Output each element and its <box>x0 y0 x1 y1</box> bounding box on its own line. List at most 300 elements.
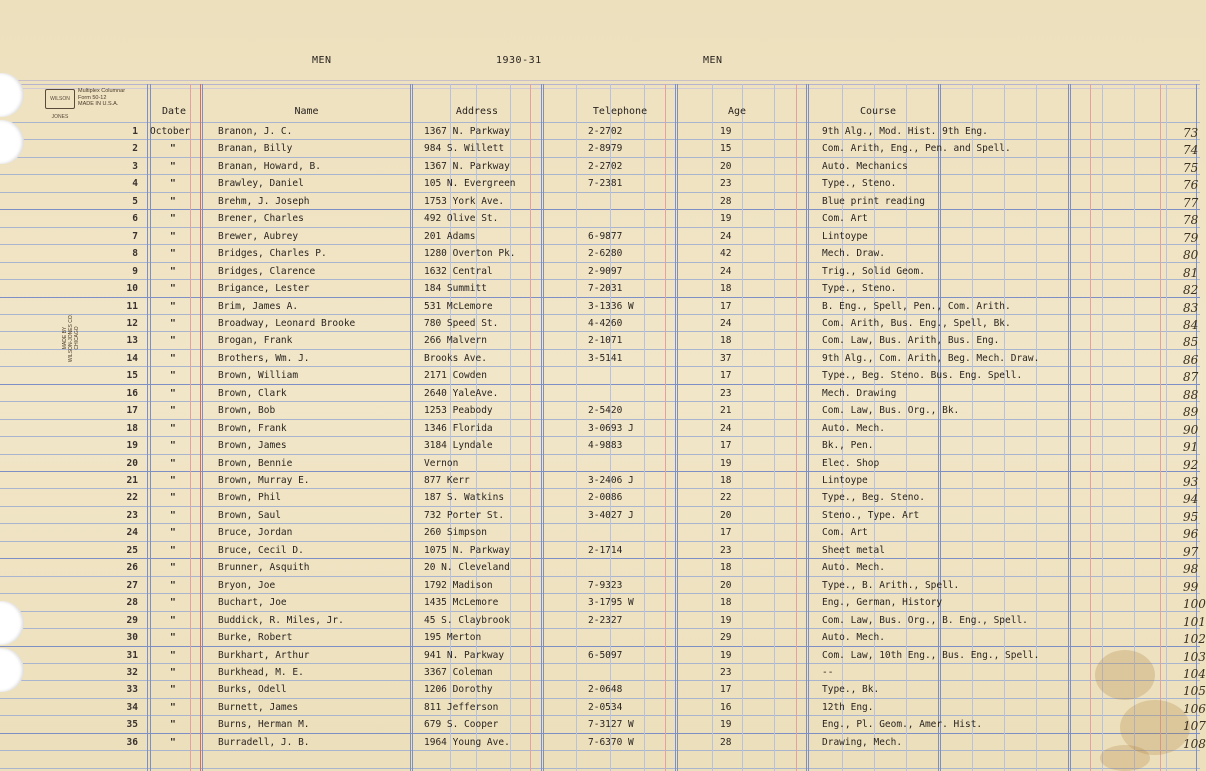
margin-note: 108 <box>1183 736 1206 751</box>
course-cell: Trig., Solid Geom. <box>822 265 925 277</box>
course-cell: Type., Steno. <box>822 178 897 190</box>
row-number: 34 <box>126 701 138 713</box>
telephone-cell: 2-2702 <box>588 160 623 172</box>
telephone-cell: 2-6280 <box>588 248 623 260</box>
age-cell: 17 <box>720 370 732 382</box>
row-number: 35 <box>126 719 138 731</box>
age-cell: 20 <box>720 160 732 172</box>
age-cell: 23 <box>720 178 732 190</box>
address-cell: 732 Porter St. <box>424 509 505 521</box>
address-cell: 941 N. Parkway <box>424 649 505 661</box>
row-rule <box>0 297 1200 298</box>
name-cell: Brown, Saul <box>218 509 281 521</box>
date-cell: " <box>170 335 176 347</box>
date-cell: " <box>170 230 176 242</box>
column-rule <box>808 84 809 771</box>
row-number: 36 <box>126 736 138 748</box>
name-cell: Brown, Phil <box>218 492 281 504</box>
name-cell: Brown, Clark <box>218 387 287 399</box>
row-rule <box>0 366 1200 367</box>
age-cell: 21 <box>720 405 732 417</box>
telephone-cell: 3-4027 J <box>588 509 634 521</box>
margin-note: 73 <box>1183 126 1199 140</box>
maker-line: CHICAGO <box>74 326 80 350</box>
age-cell: 19 <box>720 649 732 661</box>
date-cell: " <box>170 475 176 486</box>
telephone-cell: 7-2031 <box>588 283 623 295</box>
course-cell: Com. Art <box>822 527 868 539</box>
age-cell: 23 <box>720 666 732 678</box>
date-cell: " <box>170 457 176 469</box>
address-cell: 2171 Cowden <box>424 370 487 382</box>
row-number: 20 <box>126 457 138 469</box>
course-cell: Lintoype <box>822 230 868 242</box>
date-cell: " <box>170 701 176 713</box>
telephone-cell: 4-4260 <box>588 317 623 329</box>
address-cell: 1632 Central <box>424 265 493 277</box>
maker-line: MADE BY <box>62 326 68 350</box>
row-number: 27 <box>126 579 138 591</box>
row-rule <box>0 733 1200 734</box>
column-rule <box>806 84 807 771</box>
address-cell: 1964 Young Ave. <box>424 736 510 748</box>
course-cell: Com. Law, Bus. Org., B. Eng., Spell. <box>822 614 1028 626</box>
name-cell: Brener, Charles <box>218 213 304 225</box>
margin-note: 95 <box>1183 509 1199 524</box>
margin-note: 103 <box>1183 649 1206 664</box>
course-cell: 12th Eng. <box>822 701 874 713</box>
row-rule <box>0 628 1200 629</box>
course-cell: Com. Art <box>822 213 868 225</box>
telephone-cell: 4-9883 <box>588 440 623 452</box>
date-cell: " <box>170 632 176 644</box>
age-cell: 23 <box>720 387 732 399</box>
course-cell: Mech. Drawing <box>822 387 897 399</box>
address-cell: 811 Jefferson <box>424 701 499 713</box>
row-rule <box>0 698 1200 699</box>
stain <box>1100 745 1150 771</box>
row-number: 30 <box>126 632 138 644</box>
course-cell: 9th Alg., Mod. Hist. 9th Eng. <box>822 126 988 137</box>
row-rule <box>0 157 1200 158</box>
telephone-cell: 2-0534 <box>588 701 623 713</box>
row-rule <box>0 454 1200 455</box>
date-cell: " <box>170 527 176 539</box>
column-rule <box>1160 84 1161 771</box>
name-cell: Burns, Herman M. <box>218 719 310 731</box>
row-rule <box>0 384 1200 385</box>
address-cell: 1435 McLemore <box>424 597 499 609</box>
margin-note: 104 <box>1183 666 1206 681</box>
name-cell: Burks, Odell <box>218 684 287 696</box>
date-cell: " <box>170 509 176 521</box>
wilson-jones-logo: WILSON JONES <box>45 89 75 109</box>
margin-note: 82 <box>1183 283 1199 298</box>
telephone-cell: 2-2702 <box>588 126 623 137</box>
course-cell: Lintoype <box>822 475 868 486</box>
telephone-cell: 2-2327 <box>588 614 623 626</box>
margin-note: 92 <box>1183 457 1199 472</box>
column-rule <box>677 84 678 771</box>
row-rule <box>0 680 1200 681</box>
address-cell: 1367 N. Parkway <box>424 126 510 137</box>
course-cell: Com. Law, Bus. Arith, Bus. Eng. <box>822 335 1000 347</box>
row-rule <box>0 768 1200 769</box>
date-cell: " <box>170 422 176 434</box>
course-cell: Type., Beg. Steno. Bus. Eng. Spell. <box>822 370 1023 382</box>
age-cell: 18 <box>720 597 732 609</box>
row-rule <box>0 646 1200 647</box>
date-cell: " <box>170 248 176 260</box>
telephone-cell: 6-5097 <box>588 649 623 661</box>
date-cell: " <box>170 317 176 329</box>
address-cell: 266 Malvern <box>424 335 487 347</box>
course-cell: Type., Bk. <box>822 684 880 696</box>
column-rule <box>530 84 531 771</box>
name-cell: Burnett, James <box>218 701 299 713</box>
address-cell: 1206 Dorothy <box>424 684 493 696</box>
name-cell: Brown, William <box>218 370 299 382</box>
column-header-address: Address <box>455 106 499 117</box>
address-cell: 877 Kerr <box>424 475 470 486</box>
column-rule <box>972 84 973 771</box>
name-cell: Brigance, Lester <box>218 283 310 295</box>
telephone-cell: 2-8979 <box>588 143 623 155</box>
row-number: 5 <box>132 195 138 207</box>
course-cell: 9th Alg., Com. Arith, Beg. Mech. Draw. <box>822 352 1040 364</box>
row-rule <box>0 715 1200 716</box>
telephone-cell: 3-1795 W <box>588 597 634 609</box>
address-cell: 1367 N. Parkway <box>424 160 510 172</box>
date-cell: " <box>170 719 176 731</box>
name-cell: Burke, Robert <box>218 632 293 644</box>
date-cell: " <box>170 684 176 696</box>
date-cell: " <box>170 195 176 207</box>
age-cell: 19 <box>720 457 732 469</box>
form-label-line: Multiplex Columnar <box>78 88 126 94</box>
date-cell: " <box>170 370 176 382</box>
course-cell: -- <box>822 666 834 678</box>
row-rule <box>0 611 1200 612</box>
course-cell: Auto. Mechanics <box>822 160 908 172</box>
row-number: 1 <box>132 126 138 137</box>
telephone-cell: 7-2381 <box>588 178 623 190</box>
age-cell: 29 <box>720 632 732 644</box>
name-cell: Brothers, Wm. J. <box>218 352 310 364</box>
row-rule <box>0 436 1200 437</box>
header-rule <box>0 84 1200 85</box>
row-number: 25 <box>126 544 138 556</box>
margin-note: 83 <box>1183 300 1199 315</box>
name-cell: Brogan, Frank <box>218 335 293 347</box>
date-cell: " <box>170 649 176 661</box>
margin-note: 81 <box>1183 265 1199 280</box>
name-cell: Brown, Frank <box>218 422 287 434</box>
course-cell: Eng., German, History <box>822 597 943 609</box>
margin-note: 98 <box>1183 562 1199 577</box>
telephone-cell: 3-5141 <box>588 352 623 364</box>
name-cell: Brehm, J. Joseph <box>218 195 310 207</box>
telephone-cell: 2-1714 <box>588 544 623 556</box>
name-cell: Brown, Murray E. <box>218 475 310 486</box>
margin-note: 105 <box>1183 684 1206 699</box>
age-cell: 37 <box>720 352 732 364</box>
column-rule <box>410 84 411 771</box>
row-rule <box>0 576 1200 577</box>
row-number: 4 <box>132 178 138 190</box>
address-cell: 3184 Lyndale <box>424 440 493 452</box>
punch-hole <box>0 648 24 692</box>
course-cell: Bk., Pen. <box>822 440 874 452</box>
margin-note: 80 <box>1183 248 1199 263</box>
row-number: 13 <box>126 335 138 347</box>
name-cell: Brim, James A. <box>218 300 299 312</box>
date-cell: " <box>170 544 176 556</box>
course-cell: Eng., Pl. Geom., Amer. Hist. <box>822 719 983 731</box>
address-cell: 1253 Peabody <box>424 405 493 417</box>
name-cell: Branan, Billy <box>218 143 293 155</box>
column-header-name: Name <box>294 106 319 117</box>
form-label-line: Form 50-12 <box>78 94 107 101</box>
course-cell: Auto. Mech. <box>822 422 885 434</box>
column-rule <box>150 84 151 771</box>
date-cell: October <box>150 126 191 137</box>
name-cell: Buddick, R. Miles, Jr. <box>218 614 344 626</box>
age-cell: 18 <box>720 283 732 295</box>
age-cell: 17 <box>720 300 732 312</box>
address-cell: 187 S. Watkins <box>424 492 505 504</box>
address-cell: 1792 Madison <box>424 579 493 591</box>
row-rule <box>0 471 1200 472</box>
row-number: 29 <box>126 614 138 626</box>
address-cell: 1753 York Ave. <box>424 195 505 207</box>
address-cell: 45 S. Claybrook <box>424 614 510 626</box>
row-rule <box>0 122 1200 123</box>
column-rule <box>543 84 544 771</box>
age-cell: 16 <box>720 701 732 713</box>
row-number: 18 <box>126 422 138 434</box>
date-cell: " <box>170 143 176 155</box>
address-cell: 1346 Florida <box>424 422 493 434</box>
column-rule <box>675 84 676 771</box>
date-cell: " <box>170 492 176 504</box>
row-rule <box>0 663 1200 664</box>
margin-note: 97 <box>1183 544 1199 559</box>
telephone-cell: 2-9097 <box>588 265 623 277</box>
form-label <box>78 88 125 108</box>
name-cell: Bruce, Cecil D. <box>218 544 304 556</box>
row-rule <box>0 139 1200 140</box>
margin-note: 75 <box>1183 160 1199 175</box>
telephone-cell: 2-0648 <box>588 684 623 696</box>
telephone-cell: 3-1336 W <box>588 300 634 312</box>
row-rule <box>0 558 1200 559</box>
name-cell: Bryon, Joe <box>218 579 276 591</box>
margin-note: 76 <box>1183 178 1199 193</box>
row-number: 16 <box>126 387 138 399</box>
column-rule <box>147 84 148 771</box>
telephone-cell: 7-6370 W <box>588 736 634 748</box>
row-rule <box>0 314 1200 315</box>
date-cell: " <box>170 614 176 626</box>
margin-note: 87 <box>1183 370 1199 385</box>
row-number: 14 <box>126 352 138 364</box>
column-rule <box>796 84 797 771</box>
row-number: 11 <box>126 300 138 312</box>
name-cell: Bridges, Charles P. <box>218 248 327 260</box>
date-cell: " <box>170 283 176 295</box>
row-number: 15 <box>126 370 138 382</box>
telephone-cell: 3-2406 J <box>588 475 634 486</box>
address-cell: 260 Simpson <box>424 527 487 539</box>
row-rule <box>0 209 1200 210</box>
date-cell: " <box>170 352 176 364</box>
row-rule <box>0 750 1200 751</box>
row-number: 24 <box>126 527 138 539</box>
name-cell: Bridges, Clarence <box>218 265 316 277</box>
date-cell: " <box>170 213 176 225</box>
date-cell: " <box>170 579 176 591</box>
row-number: 32 <box>126 666 138 678</box>
header-year: 1930-31 <box>496 55 542 66</box>
row-rule <box>0 174 1200 175</box>
age-cell: 18 <box>720 335 732 347</box>
row-rule <box>0 506 1200 507</box>
name-cell: Burradell, J. B. <box>218 736 310 748</box>
row-rule <box>0 541 1200 542</box>
address-cell: 1075 N. Parkway <box>424 544 510 556</box>
course-cell: B. Eng., Spell, Pen., Com. Arith. <box>822 300 1011 312</box>
column-rule <box>541 84 542 771</box>
age-cell: 15 <box>720 143 732 155</box>
address-cell: 492 Olive St. <box>424 213 499 225</box>
age-cell: 24 <box>720 265 732 277</box>
header-left-word: MEN <box>312 55 332 66</box>
age-cell: 24 <box>720 422 732 434</box>
course-cell: Blue print reading <box>822 195 925 207</box>
row-number: 21 <box>126 475 138 486</box>
row-rule <box>0 227 1200 228</box>
margin-note: 88 <box>1183 387 1199 402</box>
row-number: 3 <box>132 160 138 172</box>
row-rule <box>0 244 1200 245</box>
course-cell: Sheet metal <box>822 544 885 556</box>
margin-note: 93 <box>1183 475 1199 489</box>
margin-note: 91 <box>1183 440 1199 455</box>
address-cell: 201 Adams <box>424 230 476 242</box>
margin-note: 94 <box>1183 492 1199 507</box>
margin-note: 101 <box>1183 614 1206 629</box>
row-number: 31 <box>126 649 138 661</box>
margin-note: 96 <box>1183 527 1199 542</box>
column-rule <box>1090 84 1091 771</box>
date-cell: " <box>170 300 176 312</box>
column-rule <box>774 84 775 771</box>
course-cell: Elec. Shop <box>822 457 880 469</box>
date-cell: " <box>170 387 176 399</box>
telephone-cell: 3-0693 J <box>588 422 634 434</box>
name-cell: Brown, Bob <box>218 405 276 417</box>
age-cell: 17 <box>720 440 732 452</box>
address-cell: 1280 Overton Pk. <box>424 248 516 260</box>
telephone-cell: 6-9877 <box>588 230 623 242</box>
margin-note: 107 <box>1183 719 1206 734</box>
address-cell: 531 McLemore <box>424 300 493 312</box>
margin-note: 77 <box>1183 195 1199 210</box>
age-cell: 19 <box>720 719 732 731</box>
row-rule <box>0 488 1200 489</box>
telephone-cell: 7-9323 <box>588 579 623 591</box>
age-cell: 24 <box>720 317 732 329</box>
column-header-age: Age <box>727 106 747 117</box>
course-cell: Type., Beg. Steno. <box>822 492 925 504</box>
course-cell: Com. Law, 10th Eng., Bus. Eng., Spell. <box>822 649 1040 661</box>
name-cell: Broadway, Leonard Brooke <box>218 317 356 329</box>
column-rule <box>412 84 413 771</box>
age-cell: 20 <box>720 509 732 521</box>
course-cell: Com. Arith, Eng., Pen. and Spell. <box>822 143 1011 155</box>
column-header-course: Course <box>859 106 897 117</box>
row-number: 6 <box>132 213 138 225</box>
row-number: 17 <box>126 405 138 417</box>
maker-label <box>62 308 80 368</box>
margin-note: 89 <box>1183 405 1199 420</box>
column-rule <box>906 84 907 771</box>
address-cell: Brooks Ave. <box>424 352 487 364</box>
age-cell: 22 <box>720 492 732 504</box>
date-cell: " <box>170 597 176 609</box>
age-cell: 20 <box>720 579 732 591</box>
margin-note: 74 <box>1183 143 1199 158</box>
row-rule <box>0 401 1200 402</box>
column-rule <box>200 84 201 771</box>
age-cell: 19 <box>720 614 732 626</box>
header-right-word: MEN <box>703 55 723 66</box>
row-number: 2 <box>132 143 138 155</box>
age-cell: 23 <box>720 544 732 556</box>
column-rule <box>1068 84 1069 771</box>
column-rule <box>1070 84 1071 771</box>
name-cell: Brewer, Aubrey <box>218 230 299 242</box>
margin-note: 85 <box>1183 335 1199 350</box>
row-number: 28 <box>126 597 138 609</box>
row-rule <box>0 349 1200 350</box>
course-cell: Steno., Type. Art <box>822 509 920 521</box>
row-number: 9 <box>132 265 138 277</box>
date-cell: " <box>170 160 176 172</box>
date-cell: " <box>170 666 176 678</box>
row-rule <box>0 192 1200 193</box>
age-cell: 18 <box>720 475 732 486</box>
name-cell: Brunner, Asquith <box>218 562 310 574</box>
row-number: 26 <box>126 562 138 574</box>
telephone-cell: 2-0086 <box>588 492 623 504</box>
address-cell: 20 N. Cleveland <box>424 562 510 574</box>
form-label-line: MADE IN U.S.A. <box>78 101 119 107</box>
margin-note: 86 <box>1183 352 1199 367</box>
name-cell: Burkhart, Arthur <box>218 649 310 661</box>
date-cell: " <box>170 736 176 748</box>
header-rule <box>0 80 1200 81</box>
address-cell: 679 S. Cooper <box>424 719 499 731</box>
telephone-cell: 2-1071 <box>588 335 623 347</box>
column-rule <box>1004 84 1005 771</box>
stain <box>1095 650 1155 700</box>
column-rule <box>190 84 191 771</box>
column-rule <box>644 84 645 771</box>
age-cell: 17 <box>720 684 732 696</box>
name-cell: Branan, Howard, B. <box>218 160 321 172</box>
